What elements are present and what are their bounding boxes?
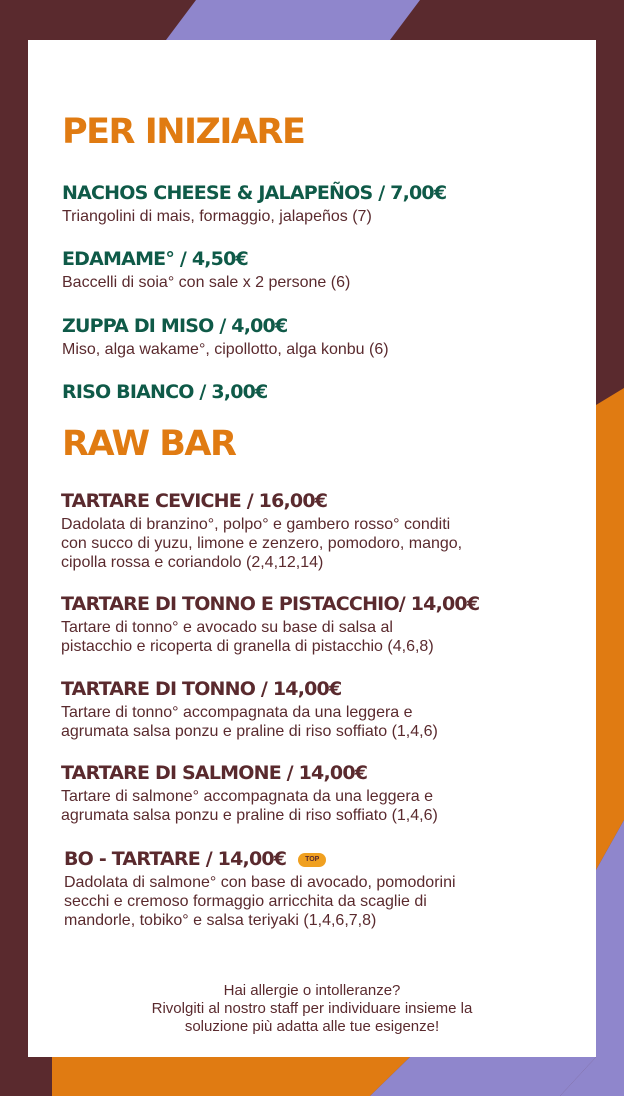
menu-item-nachos [62,182,602,226]
menu-card [28,40,596,1057]
item-title: BO - TARTARE / 14,00€ [64,848,287,870]
item-description-line: agrumata salsa ponzu e praline di riso soffiato (1,4,6) [61,723,438,740]
item-description-line: Tartare di tonno° accompagnata da una leggera e [61,704,413,721]
allergy-note-line: soluzione più adatta alle tue esigenze! [184,1018,440,1035]
item-description-line: pistacchio e ricoperta di granella di pistacchio (4,6,8) [61,638,434,655]
item-description: Baccelli di soia° con sale x 2 persone (6) [62,274,351,291]
menu-item-tartare-salmone [61,762,601,825]
item-description-line: agrumata salsa ponzu e praline di riso soffiato (1,4,6) [61,807,438,824]
menu-item-riso-bianco [62,381,602,403]
menu-item-zuppa-di-miso [62,315,602,359]
menu-item-tartare-tonno [61,678,601,741]
menu-item-tartare-tonno-pistacchio [61,593,601,656]
allergy-note-line: Hai allergie o intolleranze? [223,982,401,999]
item-description-line: Tartare di tonno° e avocado su base di salsa al [61,619,393,636]
orange-stripe-bottom [52,1057,410,1096]
lavender-stripe-top [166,0,420,40]
item-description-line: secchi e cremoso formaggio arricchita da scaglie di [64,893,427,910]
top-badge: TOP [298,853,326,867]
section-title-raw-bar: RAW BAR [62,424,236,464]
item-description [61,703,601,741]
item-description [64,873,604,930]
item-description [61,787,601,825]
item-title: TARTARE CEVICHE / 16,00€ [61,490,328,512]
item-title: TARTARE DI TONNO E PISTACCHIO/ 14,00€ [61,593,480,615]
item-description-line: Tartare di salmone° accompagnata da una leggera e [61,788,433,805]
item-description-line: con succo di yuzu, limone e zenzero, pomodoro, mango, [61,535,463,552]
item-description-line: mandorle, tobiko° e salsa teriyaki (1,4,6,7,8) [64,912,377,929]
menu-item-bo-tartare [64,848,604,930]
item-description-line: Dadolata di branzino°, polpo° e gambero rosso° conditi [61,516,451,533]
item-description: Triangolini di mais, formaggio, jalapeños (7) [62,208,372,225]
item-description [61,515,601,572]
item-title: TARTARE DI TONNO / 14,00€ [61,678,342,700]
item-description-line: Dadolata di salmone° con base di avocado, pomodorini [64,874,456,891]
item-description-line: cipolla rossa e coriandolo (2,4,12,14) [61,554,324,571]
allergy-note-line: Rivolgiti al nostro staff per individuare insieme la [151,1000,473,1017]
item-title: EDAMAME° / 4,50€ [62,248,248,270]
item-title-row [64,848,604,870]
item-description [61,618,601,656]
section-title-per-iniziare: PER INIZIARE [62,112,305,152]
menu-item-tartare-ceviche [61,490,601,572]
item-title: NACHOS CHEESE & JALAPEÑOS / 7,00€ [62,182,447,204]
item-title: RISO BIANCO / 3,00€ [62,381,268,403]
item-title: TARTARE DI SALMONE / 14,00€ [61,762,368,784]
item-title: ZUPPA DI MISO / 4,00€ [62,315,288,337]
allergy-note [28,982,596,1036]
item-description: Miso, alga wakame°, cipollotto, alga konbu (6) [62,341,389,358]
menu-item-edamame [62,248,602,292]
